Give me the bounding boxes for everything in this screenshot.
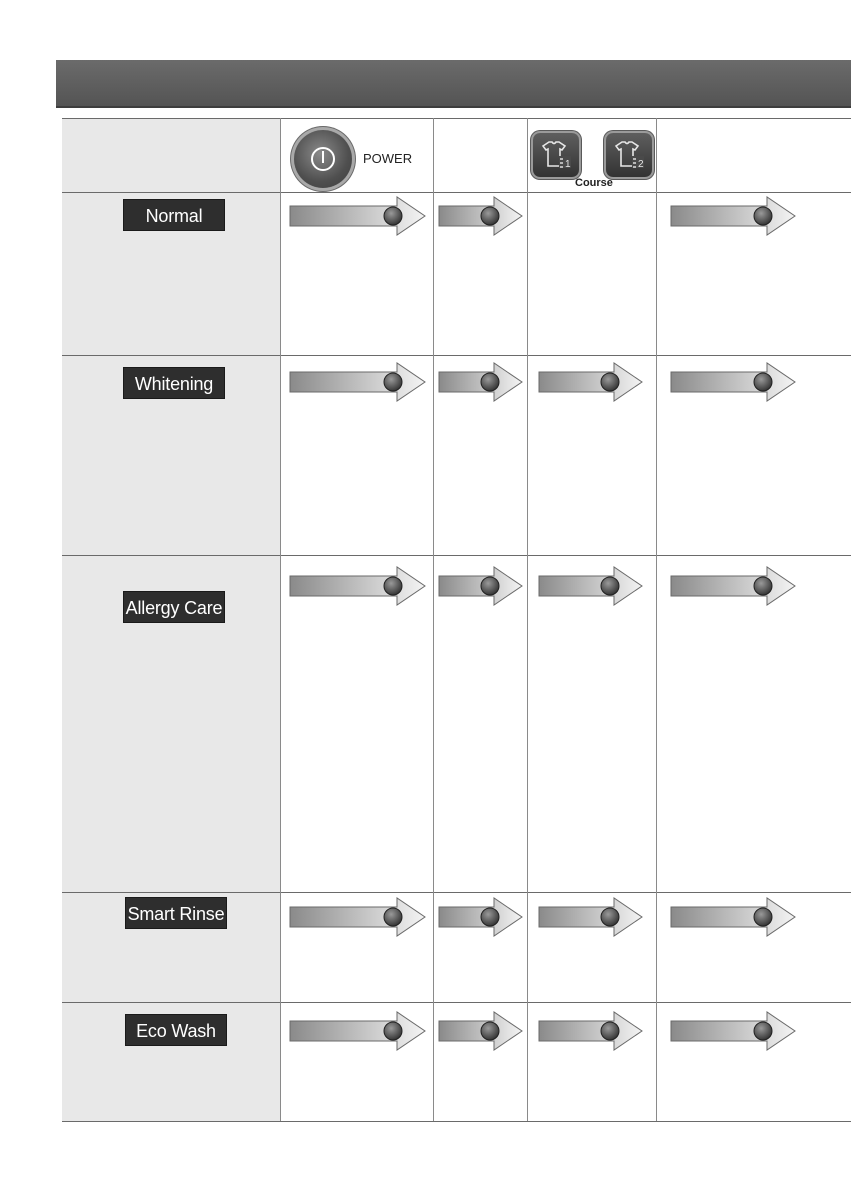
step-arrow-step2 bbox=[438, 897, 524, 939]
table-top-line bbox=[62, 118, 851, 119]
step-arrow-power bbox=[289, 897, 427, 939]
step-arrow-course bbox=[538, 1011, 644, 1053]
row-divider bbox=[62, 555, 851, 556]
course-label-normal: Normal bbox=[124, 200, 224, 230]
step-arrow-step2 bbox=[438, 196, 524, 238]
step-arrow-power bbox=[289, 362, 427, 404]
row-divider bbox=[62, 892, 851, 893]
course2-button[interactable] bbox=[606, 133, 652, 177]
course-label-whitening: Whitening bbox=[124, 368, 224, 398]
step-arrow-step4 bbox=[670, 196, 797, 238]
course-label-allergy-care: Allergy Care bbox=[124, 592, 224, 622]
row-divider bbox=[62, 192, 851, 193]
step-arrow-step2 bbox=[438, 566, 524, 608]
step-arrow-power bbox=[289, 196, 427, 238]
step-arrow-step4 bbox=[670, 362, 797, 404]
row-divider bbox=[62, 355, 851, 356]
step-arrow-step4 bbox=[670, 1011, 797, 1053]
column-divider bbox=[433, 118, 434, 1121]
step-arrow-course bbox=[538, 897, 644, 939]
step-arrow-step2 bbox=[438, 362, 524, 404]
step-arrow-power bbox=[289, 566, 427, 608]
step-arrow-course bbox=[538, 566, 644, 608]
column-divider bbox=[527, 118, 528, 1121]
shirt-list-2-icon bbox=[613, 140, 645, 170]
header-bar bbox=[56, 60, 851, 108]
table-bottom-line bbox=[62, 1121, 851, 1122]
column-divider bbox=[280, 118, 281, 1121]
svg-text:1: 1 bbox=[565, 159, 571, 170]
step-arrow-step2 bbox=[438, 1011, 524, 1053]
course-label-smart-rinse: Smart Rinse bbox=[126, 898, 226, 928]
column-divider bbox=[656, 118, 657, 1121]
course-label: Course bbox=[575, 177, 613, 189]
step-arrow-power bbox=[289, 1011, 427, 1053]
step-arrow-step4 bbox=[670, 566, 797, 608]
power-button[interactable] bbox=[294, 130, 352, 188]
course-label-eco-wash: Eco Wash bbox=[126, 1015, 226, 1045]
step-arrow-step4 bbox=[670, 897, 797, 939]
shirt-list-1-icon bbox=[540, 140, 572, 170]
step-arrow-course bbox=[538, 362, 644, 404]
svg-text:2: 2 bbox=[638, 159, 644, 170]
row-divider bbox=[62, 1002, 851, 1003]
course1-button[interactable] bbox=[533, 133, 579, 177]
power-label: POWER bbox=[363, 151, 413, 166]
